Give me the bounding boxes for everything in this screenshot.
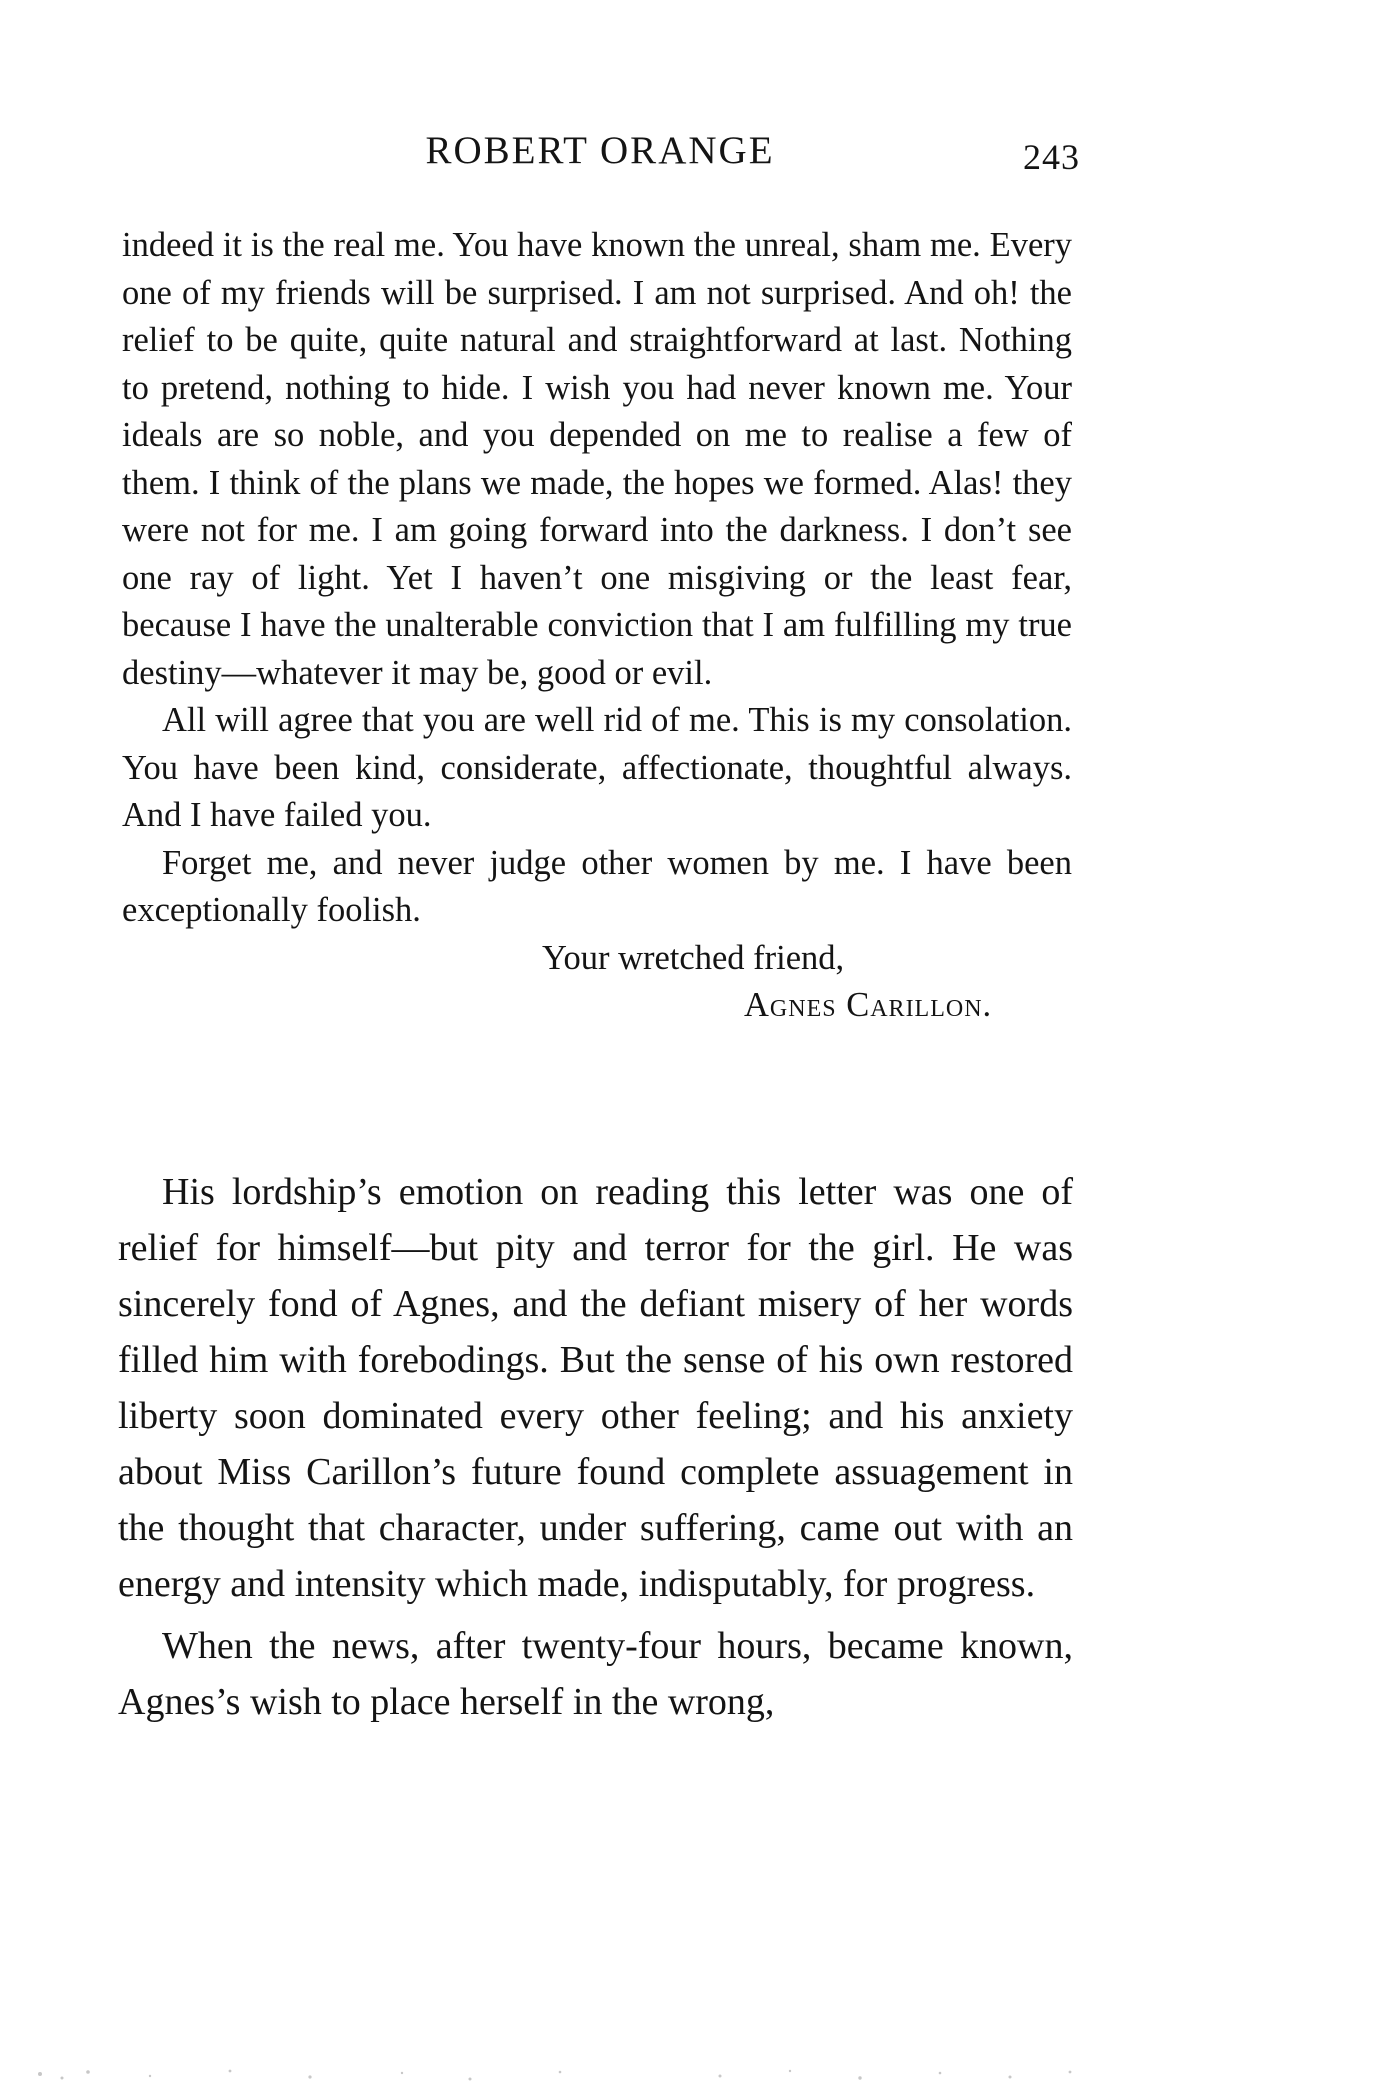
narrative-paragraph: His lordship’s emotion on reading this letter was one of relief for himself—but pity and terror for the girl. He was sincerely fond of Agnes, and the defiant misery of her words filled him with forebodings. But the sense of his own restored liberty soon dominated every other feeling; and his anxiety about Miss Carillon’s future found complete assuagement in the thought that character, under suffering, came out with an energy and intensity which made, indisputably, for progress. [118,1171,1073,1605]
letter-paragraph: All will agree that you are well rid of me. This is my consolation. You have been kind, considerate, affectionate, thoughtful always. And I have failed you. [122,701,1072,834]
narrative-paragraph: When the news, after twenty-four hours, became known, Agnes’s wish to place herself in the wrong, [118,1625,1073,1723]
letter-closing: Your wretched friend, [542,938,845,977]
scan-specks [0,2060,1373,2090]
letter-text [122,222,1072,1030]
page-number: 243 [1023,137,1080,177]
letter-signature: Agnes Carillon. [744,986,993,1024]
letter-paragraph: indeed it is the real me. You have known the unreal, sham me. Every one of my friends will be surprised. I am not surprised. And oh! the relief to be quite, quite natural and straightforward at last. Nothing to pretend, nothing to hide. I wish you had never known me. Your ideals are so noble, and you depended on me to realise a few of them. I think of the plans we made, the hopes we formed. Alas! they were not for me. I am going forward into the darkness. I don’t see one ray of light. Yet I haven’t one misgiving or the least fear, because I have the unalterable conviction that I am fulfilling my true destiny—whatever it may be, good or evil. [122,226,1072,692]
running-head: ROBERT ORANGE [425,129,775,172]
letter-paragraph: Forget me, and never judge other women by me. I have been exceptionally foolish. [122,843,1072,929]
narrative-text [118,1164,1073,1730]
page-header [120,128,1080,188]
